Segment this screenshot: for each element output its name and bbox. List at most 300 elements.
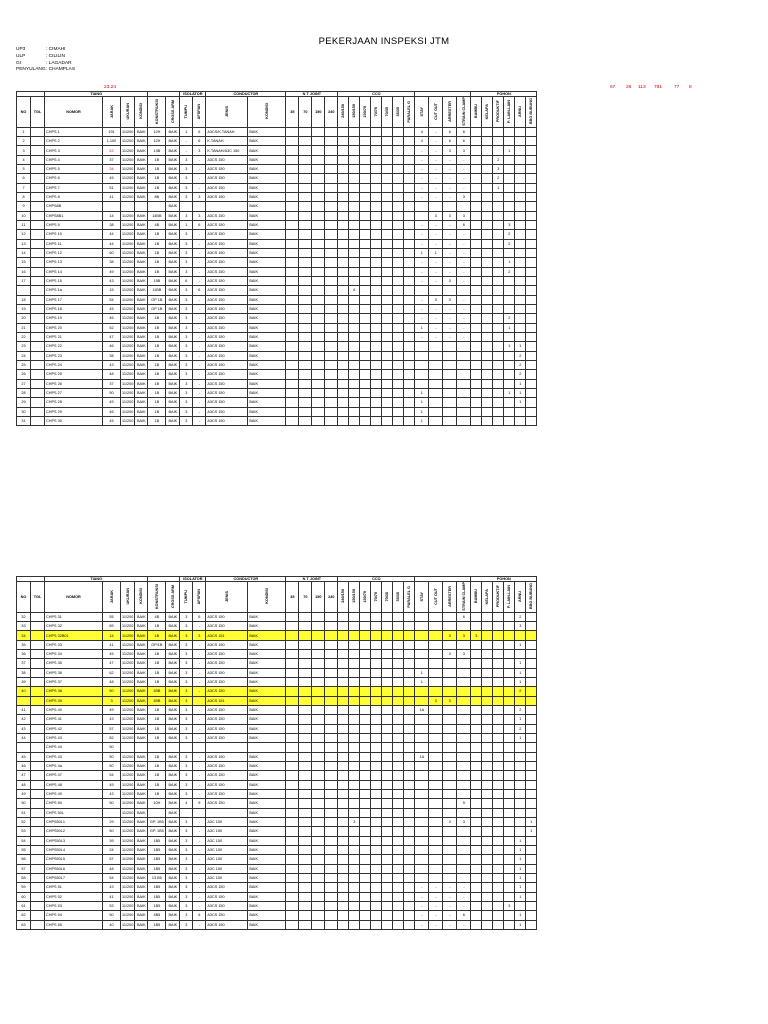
- cell-cutout: [429, 640, 443, 649]
- cell-c7: [404, 687, 415, 696]
- cell-c1: [338, 855, 349, 864]
- cell-arrester: -: [443, 220, 457, 229]
- cell-konstruksi: GP. 1B5: [148, 827, 166, 836]
- cell-tgl: [31, 258, 45, 267]
- cell-no: 7: [17, 183, 31, 192]
- cell-c-kondisi: BAIK: [248, 855, 286, 864]
- cell-tumpu: 3: [180, 183, 193, 192]
- cell-c4: [371, 920, 382, 929]
- cell-jenis: A3CS 150: [206, 258, 248, 267]
- cell-c7: [404, 323, 415, 332]
- cell-cutout: -: [429, 146, 443, 155]
- cell-no: 16: [17, 267, 31, 276]
- group-header-ntjoint: N T JOINT: [286, 92, 338, 97]
- cell-afspan: -: [193, 332, 206, 341]
- cell-ukuran: 11/200: [121, 845, 135, 854]
- cell-c3: [360, 323, 371, 332]
- cell-strain: -: [457, 174, 471, 183]
- cell-afspan: -: [193, 165, 206, 174]
- cell-j70: [299, 715, 312, 724]
- cell-jarak: 49: [103, 267, 121, 276]
- cell-strain: 9: [457, 799, 471, 808]
- cell-konstruksi: 1B: [148, 370, 166, 379]
- cell-c-kondisi: BAIK: [248, 789, 286, 798]
- cell-strain: -: [457, 165, 471, 174]
- cell-flain: [504, 780, 515, 789]
- cell-c4: [371, 612, 382, 621]
- cell-kelapa: [482, 827, 493, 836]
- cell-c7: [404, 855, 415, 864]
- cell-j35: [286, 864, 299, 873]
- inspection-table-2: [16, 576, 537, 930]
- cell-flain: [504, 370, 515, 379]
- cell-strain: -: [457, 892, 471, 901]
- cell-tumpu: 3: [180, 351, 193, 360]
- table-row: [17, 864, 537, 873]
- cell-jenis: A3CS 150: [206, 892, 248, 901]
- cell-c1: [338, 864, 349, 873]
- cell-j240: [325, 220, 338, 229]
- total-c1: 67: [610, 85, 616, 90]
- cell-j70: [299, 314, 312, 323]
- cell-strain: [457, 808, 471, 817]
- cell-c4: [371, 258, 382, 267]
- cell-kelapa: [482, 248, 493, 257]
- cell-j70: [299, 677, 312, 686]
- cell-c6: [393, 612, 404, 621]
- cell-afspan: -: [193, 398, 206, 407]
- cell-bambu: [471, 286, 482, 295]
- cell-kondisi: BAIK: [135, 192, 148, 201]
- cell-j240: [325, 705, 338, 714]
- cell-bbg: [526, 388, 537, 397]
- cell-j35: [286, 183, 299, 192]
- cell-c4: [371, 659, 382, 668]
- cell-c6: [393, 360, 404, 369]
- cell-tumpu: [180, 808, 193, 817]
- cell-tgl: [31, 388, 45, 397]
- cell-c-kondisi: BAIK: [248, 276, 286, 285]
- cell-no: 13: [17, 239, 31, 248]
- cell-arnu: 1: [515, 388, 526, 397]
- cell-j70: [299, 332, 312, 341]
- cell-arnu: [515, 146, 526, 155]
- cell-jarak: 43: [103, 360, 121, 369]
- cell-afspan: -: [193, 705, 206, 714]
- cell-c7: [404, 370, 415, 379]
- cell-kelapa: [482, 883, 493, 892]
- cell-produktif: [493, 864, 504, 873]
- cell-konstruksi: 4B: [148, 612, 166, 621]
- cell-c7: [404, 258, 415, 267]
- cell-j240: [325, 295, 338, 304]
- column-header-ukuran: UKURAN: [121, 97, 135, 128]
- cell-c7: [404, 845, 415, 854]
- cell-bambu: [471, 192, 482, 201]
- cell-j240: [325, 192, 338, 201]
- cell-c1: [338, 304, 349, 313]
- group-header-cco: CCO: [338, 92, 415, 97]
- cell-c-kondisi: [248, 743, 286, 752]
- table-row: [17, 640, 537, 649]
- cell-konstruksi: 1BB: [148, 696, 166, 705]
- cell-j150: [312, 864, 325, 873]
- cell-c6: [393, 761, 404, 770]
- cell-c-kondisi: BAIK: [248, 640, 286, 649]
- cell-arnu: 1: [515, 911, 526, 920]
- cell-tgl: [31, 323, 45, 332]
- table-row: [17, 901, 537, 910]
- cell-c7: [404, 211, 415, 220]
- cell-c3: [360, 855, 371, 864]
- cell-afspan: -: [193, 351, 206, 360]
- cell-c-kondisi: BAIK: [248, 146, 286, 155]
- cell-bambu: [471, 137, 482, 146]
- cell-kelapa: [482, 398, 493, 407]
- cell-c2: [349, 743, 360, 752]
- cell-cross-arm: BAIK: [166, 127, 180, 136]
- cell-strain: -: [457, 230, 471, 239]
- cell-kondisi: BAIK: [135, 286, 148, 295]
- cell-nomor: CHPS 53: [45, 901, 103, 910]
- cell-c-kondisi: BAIK: [248, 248, 286, 257]
- cell-konstruksi: 1B5: [148, 855, 166, 864]
- cell-c3: [360, 640, 371, 649]
- cell-produktif: [493, 351, 504, 360]
- cell-cutout: [429, 612, 443, 621]
- cell-arnu: 2: [515, 687, 526, 696]
- cell-c1: [338, 650, 349, 659]
- cell-no: 25: [17, 360, 31, 369]
- cell-tumpu: 3: [180, 845, 193, 854]
- cell-bbg: [526, 612, 537, 621]
- cell-afspan: -: [193, 901, 206, 910]
- cell-cross-arm: BAIK: [166, 351, 180, 360]
- cell-nomor: CHPS 34: [45, 650, 103, 659]
- cell-j35: [286, 211, 299, 220]
- cell-afspan: -: [193, 248, 206, 257]
- cell-j150: [312, 724, 325, 733]
- cell-c4: [371, 323, 382, 332]
- cell-flain: [504, 398, 515, 407]
- cell-kelapa: [482, 612, 493, 621]
- cell-c4: [371, 873, 382, 882]
- cell-c6: [393, 351, 404, 360]
- cell-produktif: [493, 276, 504, 285]
- cell-c-kondisi: BAIK: [248, 733, 286, 742]
- cell-cross-arm: BAIK: [166, 239, 180, 248]
- cell-kelapa: [482, 323, 493, 332]
- cell-bambu: [471, 855, 482, 864]
- cell-j35: [286, 789, 299, 798]
- cell-c7: [404, 631, 415, 640]
- cell-tgl: [31, 332, 45, 341]
- cell-c3: [360, 127, 371, 136]
- cell-j240: [325, 202, 338, 211]
- cell-jarak: 57: [103, 724, 121, 733]
- cell-produktif: [493, 370, 504, 379]
- cell-j240: [325, 622, 338, 631]
- cell-tgl: [31, 127, 45, 136]
- cell-tumpu: 3: [180, 827, 193, 836]
- cell-jenis: A3CS 150: [206, 248, 248, 257]
- cell-afspan: -: [193, 342, 206, 351]
- cell-konstruksi: 1B: [148, 165, 166, 174]
- cell-cross-arm: BAIK: [166, 752, 180, 761]
- cell-bbg: [526, 370, 537, 379]
- cell-c5: [382, 836, 393, 845]
- cell-j70: [299, 799, 312, 808]
- cell-cross-arm: BAIK: [166, 705, 180, 714]
- cell-flain: [504, 743, 515, 752]
- cell-arrester: -: [443, 248, 457, 257]
- cell-cutout: [429, 743, 443, 752]
- cell-j150: [312, 323, 325, 332]
- cell-c3: [360, 743, 371, 752]
- cell-stay: [415, 360, 429, 369]
- cell-cross-arm: BAIK: [166, 370, 180, 379]
- cell-ukuran: 11/200: [121, 892, 135, 901]
- cell-c-kondisi: BAIK: [248, 817, 286, 826]
- cell-cross-arm: BAIK: [166, 789, 180, 798]
- cell-arrester: -: [443, 267, 457, 276]
- cell-c2: [349, 911, 360, 920]
- cell-c3: [360, 258, 371, 267]
- cell-bambu: [471, 342, 482, 351]
- cell-ukuran: 11/200: [121, 416, 135, 425]
- cell-arrester: -: [443, 183, 457, 192]
- cell-c7: [404, 276, 415, 285]
- cell-afspan: [193, 808, 206, 817]
- cell-jarak: 49: [103, 398, 121, 407]
- cell-j240: [325, 360, 338, 369]
- cell-c5: [382, 155, 393, 164]
- cell-j35: [286, 239, 299, 248]
- cell-tgl: [31, 398, 45, 407]
- cell-tgl: [31, 724, 45, 733]
- cell-c4: [371, 314, 382, 323]
- table-row: [17, 379, 537, 388]
- cell-konstruksi: 1B: [148, 677, 166, 686]
- cell-ukuran: 11/200: [121, 174, 135, 183]
- cell-c1: [338, 845, 349, 854]
- cell-kelapa: [482, 743, 493, 752]
- cell-afspan: -: [193, 855, 206, 864]
- cell-flain: [504, 677, 515, 686]
- cell-c5: [382, 771, 393, 780]
- cell-j150: [312, 248, 325, 257]
- cell-arrester: -: [443, 883, 457, 892]
- cell-arnu: 3: [515, 622, 526, 631]
- cell-cutout: -: [429, 267, 443, 276]
- cell-arrester: [443, 827, 457, 836]
- cell-jenis: A3CS 151: [206, 631, 248, 640]
- cell-c6: [393, 295, 404, 304]
- cell-no: 55: [17, 845, 31, 854]
- cell-no: 34: [17, 631, 31, 640]
- cell-strain: [457, 370, 471, 379]
- cell-kelapa: [482, 705, 493, 714]
- cell-arrester: [443, 622, 457, 631]
- cell-c4: [371, 705, 382, 714]
- cell-nomor: CHPS 54: [45, 911, 103, 920]
- cell-j240: [325, 733, 338, 742]
- table-row: [17, 650, 537, 659]
- cell-stay: 4: [415, 137, 429, 146]
- cell-ukuran: 11/200: [121, 715, 135, 724]
- cell-c3: [360, 901, 371, 910]
- cell-tgl: [31, 183, 45, 192]
- cell-stay: -: [415, 267, 429, 276]
- cell-kondisi: BAIK: [135, 370, 148, 379]
- cell-jenis: A3CS 150: [206, 276, 248, 285]
- table-row: [17, 677, 537, 686]
- column-header-bambu: BAMBU: [471, 97, 482, 128]
- cell-c4: [371, 640, 382, 649]
- cell-c6: [393, 165, 404, 174]
- cell-cutout: [429, 771, 443, 780]
- cell-kelapa: [482, 845, 493, 854]
- cell-afspan: -: [193, 155, 206, 164]
- cell-c6: [393, 146, 404, 155]
- cell-j150: [312, 388, 325, 397]
- cell-tgl: [31, 267, 45, 276]
- cell-kondisi: BAIK: [135, 827, 148, 836]
- cell-c1: [338, 640, 349, 649]
- cell-c3: [360, 267, 371, 276]
- cell-cutout: [429, 808, 443, 817]
- cell-flain: [504, 864, 515, 873]
- cell-nomor: CHPS50L1: [45, 817, 103, 826]
- cell-c4: [371, 155, 382, 164]
- cell-tumpu: 3: [180, 650, 193, 659]
- cell-arrester: [443, 724, 457, 733]
- cell-tumpu: 3: [180, 379, 193, 388]
- cell-j70: [299, 146, 312, 155]
- cell-j240: [325, 323, 338, 332]
- cell-ukuran: [121, 743, 135, 752]
- cell-stay: 1: [415, 407, 429, 416]
- cell-arnu: [515, 174, 526, 183]
- column-header-c-kondisi: KONDISI: [248, 97, 286, 128]
- cell-c1: [338, 808, 349, 817]
- cell-j70: [299, 220, 312, 229]
- cell-kondisi: BAIK: [135, 267, 148, 276]
- cell-produktif: [493, 743, 504, 752]
- cell-c3: [360, 845, 371, 854]
- cell-c4: [371, 771, 382, 780]
- cell-no: 35: [17, 640, 31, 649]
- cell-kondisi: BAIK: [135, 622, 148, 631]
- cell-stay: -: [415, 258, 429, 267]
- column-header-cross-arm: CROSS ARM: [166, 97, 180, 128]
- cell-c6: [393, 286, 404, 295]
- cell-c2: [349, 901, 360, 910]
- cell-tgl: [31, 836, 45, 845]
- cell-no: 15: [17, 258, 31, 267]
- cell-ukuran: 11/200: [121, 668, 135, 677]
- cell-flain: [504, 715, 515, 724]
- cell-arrester: [443, 705, 457, 714]
- cell-produktif: [493, 677, 504, 686]
- cell-cross-arm: BAIK: [166, 416, 180, 425]
- cell-flain: 1: [504, 388, 515, 397]
- cell-cutout: [429, 379, 443, 388]
- column-header-c6: 35/35: [393, 582, 404, 613]
- cell-produktif: [493, 137, 504, 146]
- cell-kondisi: BAIK: [135, 761, 148, 770]
- cell-produktif: [493, 799, 504, 808]
- cell-flain: 2: [504, 239, 515, 248]
- column-header-tumpu: TUMPU: [180, 97, 193, 128]
- cell-c2: 6: [349, 286, 360, 295]
- cell-cutout: 3: [429, 211, 443, 220]
- cell-c2: [349, 920, 360, 929]
- cell-arrester: [443, 687, 457, 696]
- cell-no: 23: [17, 342, 31, 351]
- cell-afspan: 6: [193, 127, 206, 136]
- cell-nomor: CHPS 11: [45, 239, 103, 248]
- cell-c2: [349, 855, 360, 864]
- cell-afspan: -: [193, 407, 206, 416]
- cell-ukuran: 11/200: [121, 789, 135, 798]
- cell-afspan: -: [193, 239, 206, 248]
- cell-j70: [299, 407, 312, 416]
- cell-tumpu: 3: [180, 314, 193, 323]
- cell-c4: [371, 267, 382, 276]
- cell-j70: [299, 687, 312, 696]
- cell-j240: [325, 612, 338, 621]
- cell-produktif: [493, 873, 504, 882]
- cell-c4: [371, 351, 382, 360]
- cell-c1: [338, 407, 349, 416]
- cell-arrester: 6: [443, 127, 457, 136]
- cell-produktif: [493, 771, 504, 780]
- cell-c6: [393, 836, 404, 845]
- cell-afspan: 3: [193, 631, 206, 640]
- table-row: [17, 267, 537, 276]
- cell-ukuran: 11/200: [121, 304, 135, 313]
- cell-flain: [504, 845, 515, 854]
- cell-jenis: A3C 150: [206, 873, 248, 882]
- cell-flain: 3: [504, 220, 515, 229]
- cell-flain: [504, 808, 515, 817]
- cell-bbg: [526, 911, 537, 920]
- column-header-j240: 240: [325, 582, 338, 613]
- cell-produktif: [493, 416, 504, 425]
- cell-j150: [312, 659, 325, 668]
- cell-c3: [360, 342, 371, 351]
- cell-flain: [504, 873, 515, 882]
- cell-c-kondisi: BAIK: [248, 883, 286, 892]
- cell-cutout: [429, 761, 443, 770]
- cell-nomor: CHPS 42: [45, 724, 103, 733]
- cell-j70: [299, 743, 312, 752]
- cell-tgl: [31, 174, 45, 183]
- cell-c7: [404, 640, 415, 649]
- cell-ukuran: 11/200: [121, 323, 135, 332]
- cell-c-kondisi: BAIK: [248, 332, 286, 341]
- cell-c1: [338, 677, 349, 686]
- cell-jenis: A3C 150: [206, 827, 248, 836]
- cell-j70: [299, 398, 312, 407]
- cell-j70: [299, 416, 312, 425]
- cell-flain: [504, 332, 515, 341]
- column-header-jenis: JENIS: [206, 582, 248, 613]
- cell-ukuran: 11/200: [121, 901, 135, 910]
- cell-j35: [286, 351, 299, 360]
- cell-bambu: [471, 295, 482, 304]
